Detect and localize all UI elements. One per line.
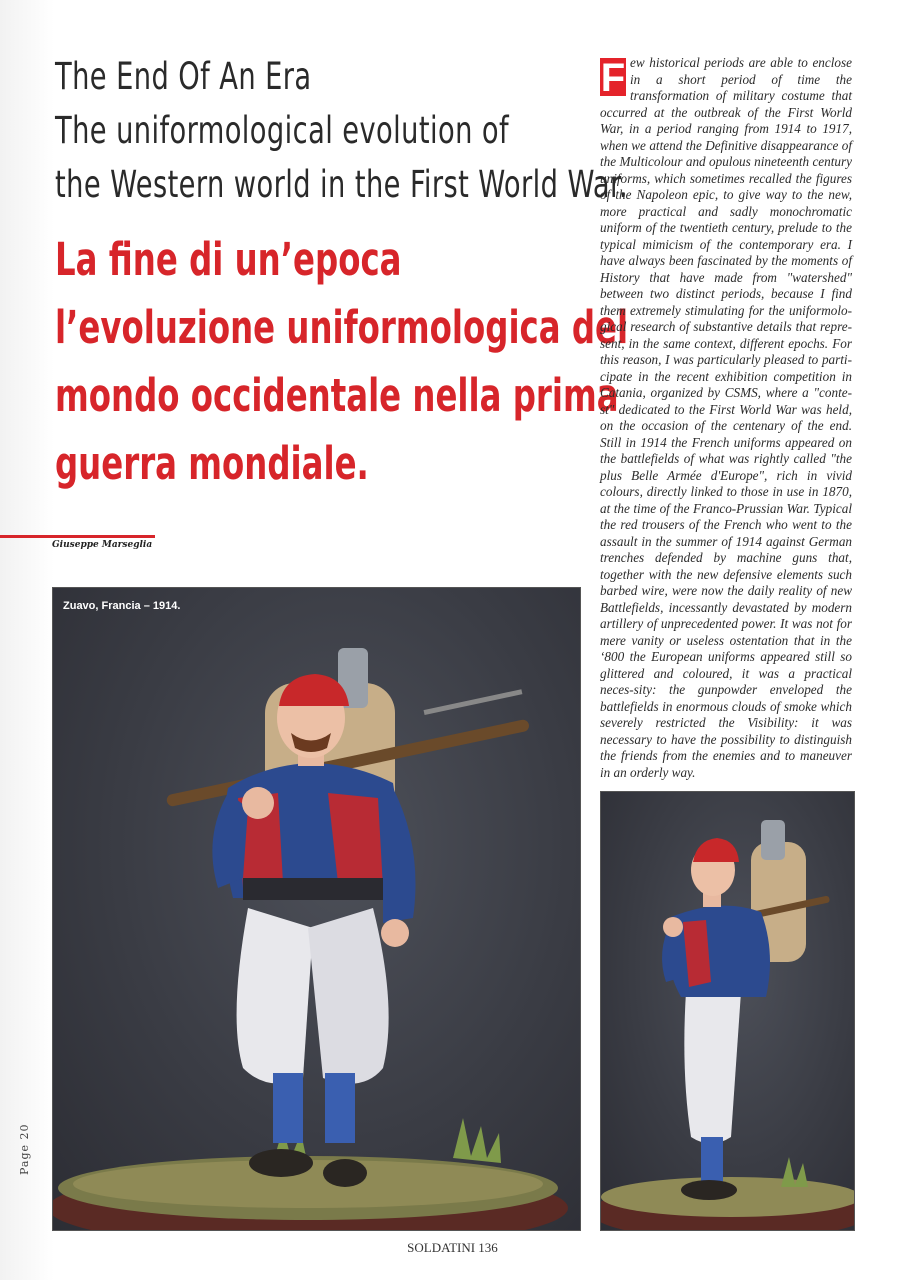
footer-magazine-issue: SOLDATINI 136 (407, 1240, 498, 1255)
dropcap: F (600, 56, 626, 100)
author-divider (0, 535, 155, 538)
title-en-line: the Western world in the First World War. (55, 163, 628, 206)
title-it-line: mondo occidentale nella prima (55, 369, 619, 422)
author-name: Giuseppe Marseglia (52, 540, 153, 550)
page-number: Page 20 (18, 1123, 31, 1175)
photo-caption: Zuavo, Francia – 1914. (63, 600, 181, 612)
title-en-line: The End Of An Era (55, 55, 312, 98)
title-english (55, 50, 628, 212)
title-it-line: La fine di un’epoca (55, 233, 402, 286)
title-italian (55, 226, 628, 498)
main-photo (52, 587, 581, 1231)
article-body (600, 55, 852, 781)
title-it-line: guerra mondiale. (55, 437, 369, 490)
zouave-figure-front (53, 588, 580, 1230)
title-it-line: l’evoluzione uniformologica del (55, 301, 629, 354)
title-en-line: The uniformological evolution of (55, 109, 509, 152)
zouave-figure-side (601, 792, 854, 1230)
side-photo (600, 791, 855, 1231)
article-text: ew historical periods are able to enclose in a short period of time the transformation of military costume that occurred at the outbreak of the First World War, in a period ranging from 1914 to 1917, when we attend the Definitive disappearance of the Multicolour and opulous nineteenth century uniforms, which sometimes recalled the figures of the Napoleon epic, to give way to the new, more practical and sadly monochromatic uniform of the twentieth century, prelude to the typical mimicism of the contemporary era. I have always been fascinated by the moments of History that have made from "watershed" between two distinct periods, because I find them extremely stimulating for the uniformolo-gical research of substantive details that repre-sent, in the same context, different epochs. For this reason, I was particularly pleased to parti-cipate in the recent exhibition competition in Catania, organized by CSMS, where a "conte-st" dedicated to the First World War was held, on the occasion of the centenary of the end. Still in 1914 the French uniforms appeared on the battlefields of what was rightly called "the plus Belle Armée d'Europe", rich in vivid colours, directly linked to those in use in 1870, at the time of the Franco-Prussian War. Typical the red trousers of the French who went to the assault in the summer of 1914 against German trenches defended by machine guns that, together with the new defensive elements such barbed wire, were now the daily reality of new Battlefields, incessantly devastated by modern artillery of unprecedented power. It was not for mere vanity or useless ostentation that in the ‘800 the European uniforms appeared still so glittered and coloured, it was a practical neces-sity: the gunpowder enveloped the battlefields in enormous clouds of smoke which severely restricted the Visibility: it was necessary to have the possibility to distinguish the friends from the enemies and to maneuver in an orderly way. (600, 55, 852, 780)
